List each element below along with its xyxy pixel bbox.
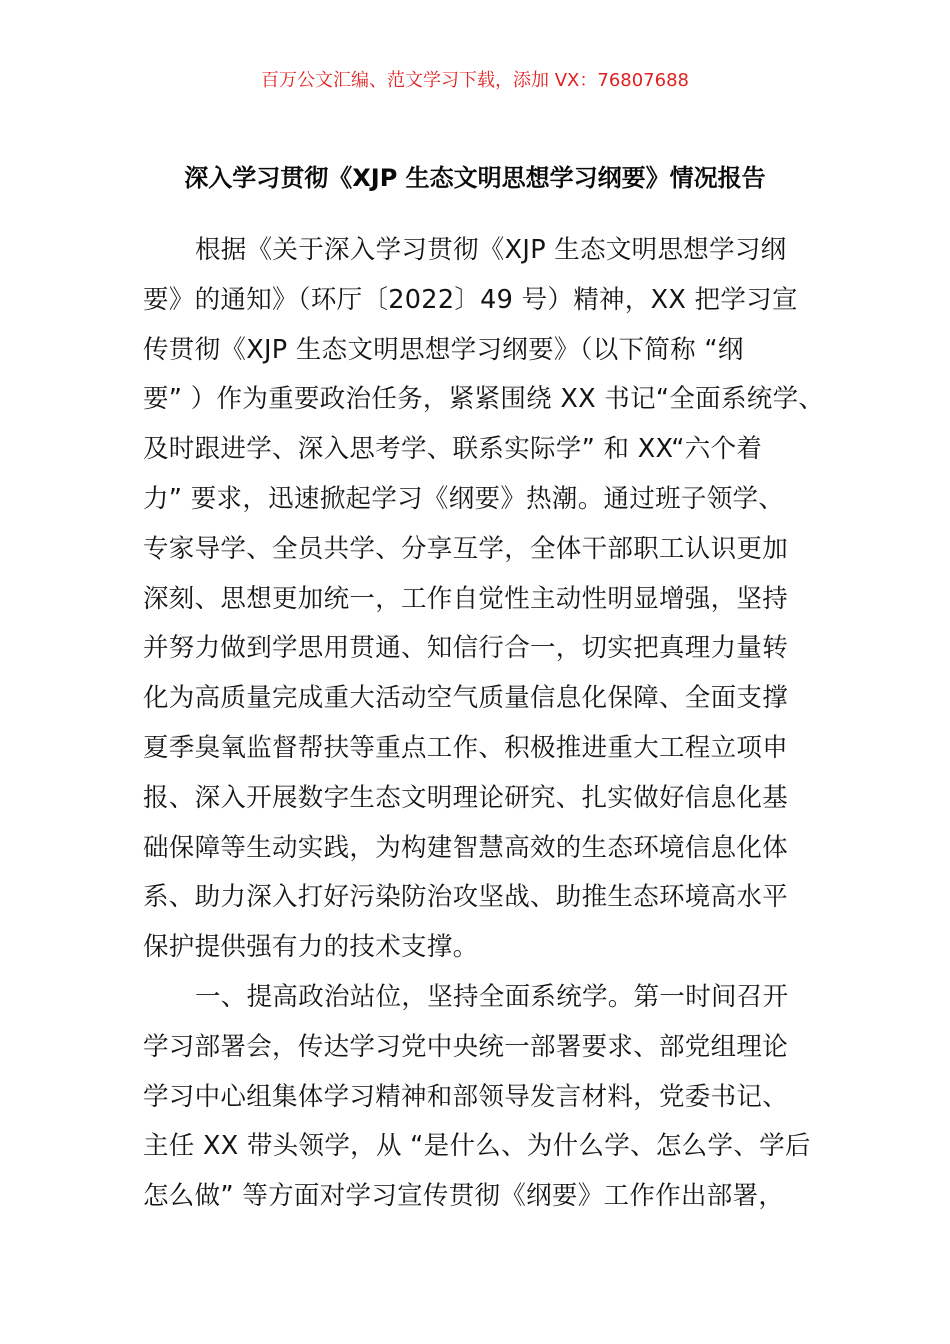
document-body (143, 226, 825, 1222)
text-line: 系、助力深入打好污染防治攻坚战、助推生态环境高水平 (143, 882, 789, 913)
section-heading-line: 一、提高政治站位，坚持全面系统学。第一时间召开 (195, 981, 789, 1012)
text-line: 化为高质量完成重大活动空气质量信息化保障、全面支撑 (143, 683, 789, 714)
text-line: 学习部署会，传达学习党中央统一部署要求、部党组理论 (143, 1031, 789, 1062)
text-line: 力” 要求，迅速掀起学习《纲要》热潮。通过班子领学、 (143, 483, 785, 514)
text-line: 要》的通知》（环厅〔2022〕49 号）精神，XX 把学习宣 (143, 284, 798, 315)
text-line: 专家导学、全员共学、分享互学，全体干部职工认识更加 (143, 533, 789, 564)
paragraph-intro (143, 226, 825, 973)
watermark-banner: 百万公文汇编、范文学习下载，添加 VX：76807688 (261, 70, 689, 91)
text-line: 保护提供强有力的技术支撑。 (143, 932, 479, 963)
text-line: 主任 XX 带头领学，从 “是什么、为什么学、怎么学、学后 (143, 1131, 811, 1162)
text-line: 础保障等生动实践，为构建智慧高效的生态环境信息化体 (143, 832, 789, 863)
text-line: 学习中心组集体学习精神和部领导发言材料，党委书记、 (143, 1081, 789, 1112)
paragraph-section-one (143, 973, 813, 1222)
text-line: 怎么做” 等方面对学习宣传贯彻《纲要》工作作出部署， (143, 1181, 785, 1212)
text-line: 报、深入开展数字生态文明理论研究、扎实做好信息化基 (143, 782, 789, 813)
document-title: 深入学习贯彻《XJP 生态文明思想学习纲要》情况报告 (184, 164, 766, 192)
text-line: 要” ）作为重要政治任务，紧紧围绕 XX 书记“全面系统学、 (143, 384, 825, 415)
text-line: 及时跟进学、深入思考学、联系实际学” 和 XX“六个着 (143, 434, 763, 465)
text-line: 并努力做到学思用贯通、知信行合一，切实把真理力量转 (143, 633, 789, 664)
text-line: 传贯彻《XJP 生态文明思想学习纲要》（以下简称 “纲 (143, 334, 744, 365)
text-line: 夏季臭氧监督帮扶等重点工作、积极推进重大工程立项申 (143, 732, 789, 763)
text-line: 根据《关于深入学习贯彻《XJP 生态文明思想学习纲 (195, 235, 787, 265)
text-line: 深刻、思想更加统一，工作自觉性主动性明显增强，坚持 (143, 583, 789, 614)
